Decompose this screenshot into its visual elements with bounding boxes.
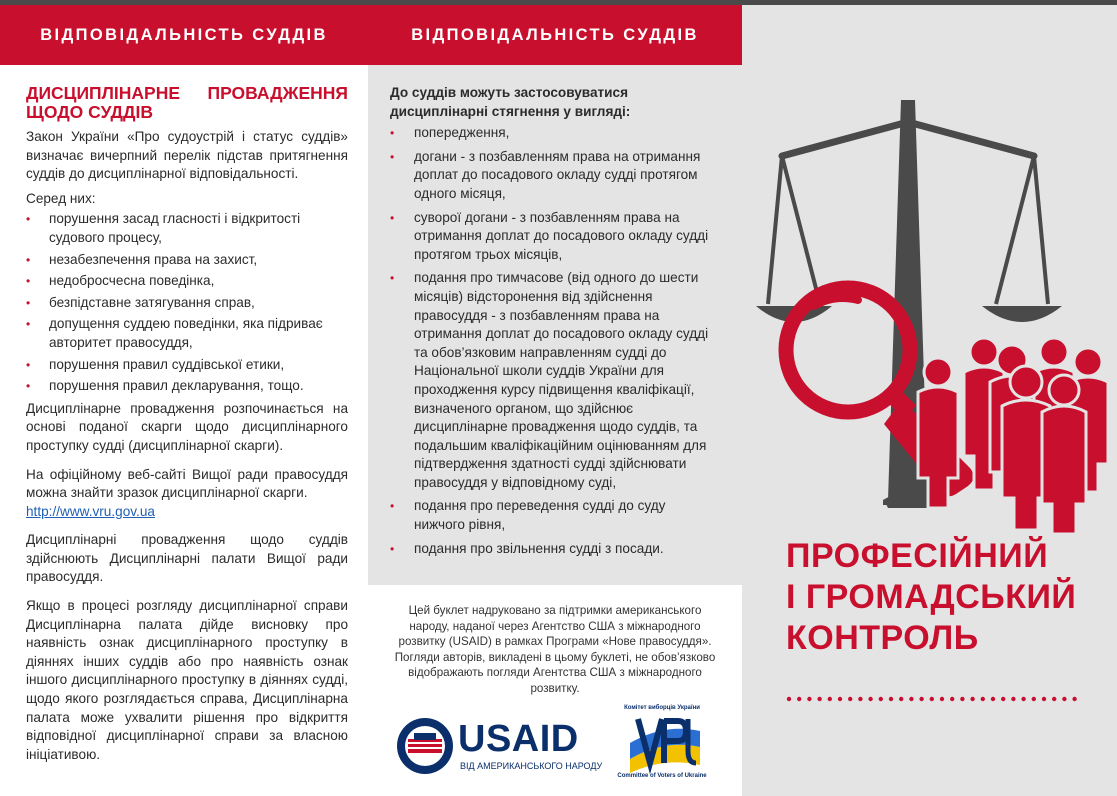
cvu-logo-icon bbox=[624, 713, 704, 775]
paragraph-text: На офіційному веб-сайті Вищої ради правосуддя можна знайти зразок дисциплінарної скарги. bbox=[26, 466, 348, 501]
divider-dot bbox=[1032, 697, 1036, 701]
sponsor-disclaimer: Цей буклет надруковано за підтримки американського народу, наданої через Агентство США з міжнародного розвитку (USAID) в рамках Програми «Нове правосуддя». Погляди авторів, викладені в цьому буклеті, не обов’язково відображають погляди Агентства США з міжнародного розвитку. bbox=[394, 604, 716, 695]
middle-column bbox=[390, 84, 720, 563]
left-column bbox=[26, 84, 348, 770]
divider-dot bbox=[868, 697, 872, 701]
section-title-line1: ДИСЦИПЛІНАРНЕ ПРОВАДЖЕННЯ bbox=[26, 83, 348, 103]
cvu-name-en: Committee of Voters of Ukraine bbox=[617, 773, 707, 779]
divider-dot bbox=[787, 697, 791, 701]
section-title-line2: ЩОДО СУДДІВ bbox=[26, 102, 153, 122]
divider-dot bbox=[930, 697, 934, 701]
section-title bbox=[26, 84, 348, 122]
list-item: • попередження, bbox=[390, 124, 720, 143]
paragraph: Серед них: bbox=[26, 190, 96, 206]
cover-title bbox=[786, 536, 1116, 659]
divider-dot bbox=[797, 697, 801, 701]
cover-title-line: І ГРОМАДСЬКИЙ bbox=[786, 578, 1077, 616]
list-item: • порушення засад гласності і відкритості судового процесу, bbox=[26, 210, 348, 247]
list-item: • порушення правил декларування, тощо. bbox=[26, 377, 348, 396]
usaid-tagline: ВІД АМЕРИКАНСЬКОГО НАРОДУ bbox=[460, 761, 603, 771]
divider-dot bbox=[919, 697, 923, 701]
list-item: • подання про переведення судді до суду нижчого рівня, bbox=[390, 497, 720, 534]
divider-dot bbox=[1011, 697, 1015, 701]
divider-dot bbox=[909, 697, 913, 701]
divider-dot bbox=[817, 697, 821, 701]
cover-title-line: КОНТРОЛЬ bbox=[786, 619, 979, 657]
divider-dot bbox=[828, 697, 832, 701]
divider-dot bbox=[1062, 697, 1066, 701]
vru-link[interactable]: http://www.vru.gov.ua bbox=[26, 503, 155, 519]
list-item: • безпідставне затягування справ, bbox=[26, 294, 348, 313]
list-item: • порушення правил суддівської етики, bbox=[26, 356, 348, 375]
divider-dot bbox=[950, 697, 954, 701]
scales-and-magnifier-illustration bbox=[742, 60, 1117, 540]
divider-dot bbox=[1052, 697, 1056, 701]
divider-dot bbox=[960, 697, 964, 701]
divider-dot bbox=[848, 697, 852, 701]
divider-dot bbox=[807, 697, 811, 701]
paragraph bbox=[26, 466, 348, 522]
sanctions-list bbox=[390, 124, 720, 558]
left-column-header: ВІДПОВІДАЛЬНІСТЬ СУДДІВ bbox=[0, 5, 368, 65]
usaid-wordmark: USAID bbox=[458, 718, 579, 760]
divider-dot bbox=[981, 697, 985, 701]
sponsor-block bbox=[368, 585, 742, 796]
cvu-name-ua: Комітет виборців України bbox=[624, 705, 700, 711]
divider-dot bbox=[970, 697, 974, 701]
list-item: • догани - з позбавленням права на отримання доплат до посадового окладу судді протягом одного місяця, bbox=[390, 148, 720, 204]
divider-dot bbox=[1042, 697, 1046, 701]
people-group-icon bbox=[918, 338, 1108, 534]
list-item: • незабезпечення права на захист, bbox=[26, 251, 348, 270]
divider-dot bbox=[1021, 697, 1025, 701]
divider-dot bbox=[1001, 697, 1005, 701]
divider-dot bbox=[940, 697, 944, 701]
divider-dot bbox=[1072, 697, 1076, 701]
cover-title-line: ПРОФЕСІЙНИЙ bbox=[786, 537, 1049, 575]
sanctions-intro: До суддів можуть застосовуватися дисциплінарні стягнення у вигляді: bbox=[390, 85, 631, 119]
paragraph: Дисциплінарне провадження розпочинається на основі поданої скарги щодо дисциплінарного проступку судді (дисциплінарної скарги). bbox=[26, 400, 348, 453]
divider-dot bbox=[838, 697, 842, 701]
list-item: • подання про звільнення судді з посади. bbox=[390, 540, 720, 559]
middle-column-header: ВІДПОВІДАЛЬНІСТЬ СУДДІВ bbox=[368, 5, 742, 65]
divider-dot bbox=[991, 697, 995, 701]
divider-dot bbox=[879, 697, 883, 701]
list-item: • недобросчесна поведінка, bbox=[26, 272, 348, 291]
divider-dot bbox=[899, 697, 903, 701]
paragraph: Дисциплінарні провадження щодо суддів здійснюють Дисциплінарні палати Вищої ради правосуддя. bbox=[26, 532, 348, 585]
usaid-seal-icon bbox=[396, 717, 454, 775]
list-item: • подання про тимчасове (від одного до шести місяців) відсторонення від здійснення правосуддя - з позбавленням права на отримання доплат до посадового окладу судді та обов’язковим направленням судді до Національної школи суддів України для проходження курсу підвищення кваліфікації, визначеного органом, що здійснює дисциплінарне провадження щодо суддів, та подальшим кваліфікаційним оцінюванням для підтвердження здатності судді здійснювати правосуддя у відповідному суді, bbox=[390, 269, 720, 492]
list-item: • допущення суддею поведінки, яка підриває авторитет правосуддя, bbox=[26, 315, 348, 352]
grounds-list bbox=[26, 210, 348, 395]
list-item: • суворої догани - з позбавленням права на отримання доплат до посадового окладу судді протягом трьох місяців, bbox=[390, 209, 720, 265]
divider-dot bbox=[858, 697, 862, 701]
dotted-divider bbox=[786, 694, 1078, 704]
paragraph: Якщо в процесі розгляду дисциплінарної справи Дисциплінарна палата дійде висновку про наявність ознак дисциплінарного проступку в діяннях інших суддів або про наявність ознак іншого дисциплінарного проступку в діяннях судді, щодо якого розглядається справа, Дисциплінарна палата може ухвалити рішення про відкриття відповідної дисциплінарної справи за власною ініціативою. bbox=[26, 598, 348, 762]
paragraph: Закон України «Про судоустрій і статус суддів» визначає вичерпний перелік підстав притягнення суддів до дисциплінарної відповідальності. bbox=[26, 129, 348, 182]
divider-dot bbox=[889, 697, 893, 701]
